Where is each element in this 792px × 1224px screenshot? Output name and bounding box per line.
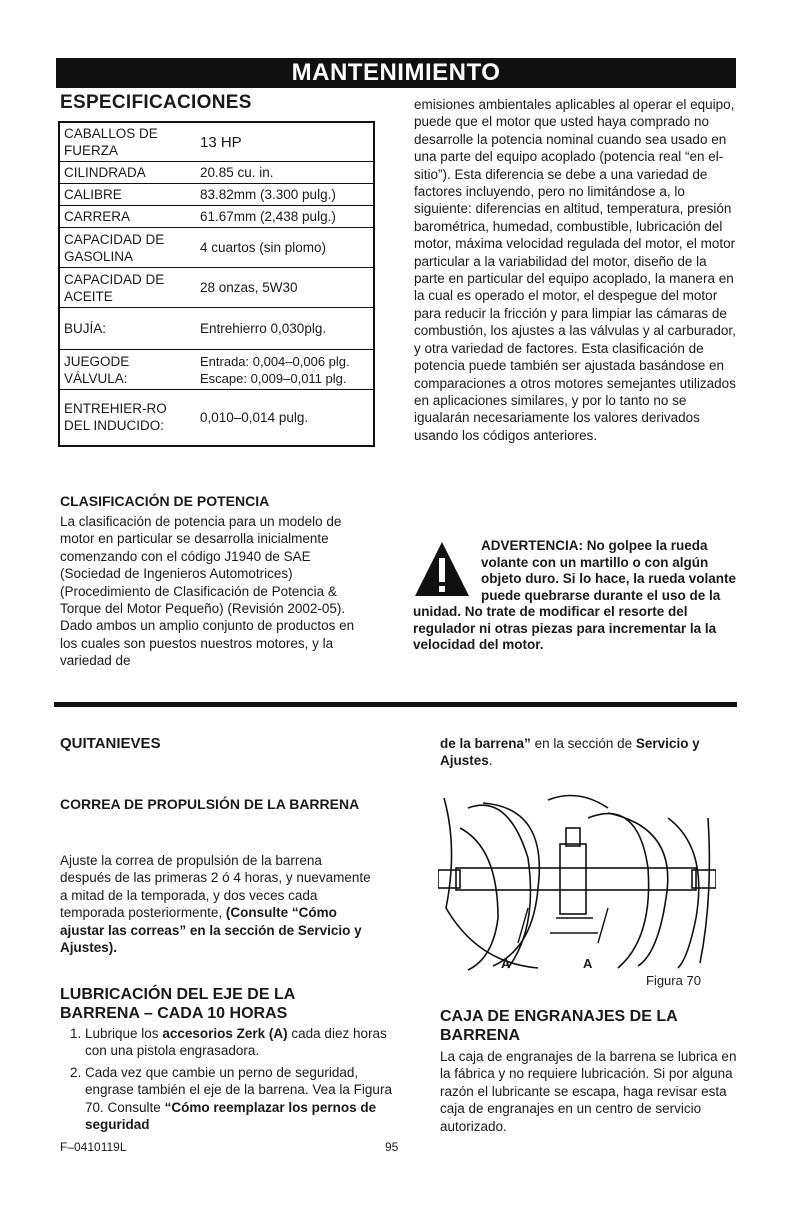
gear-heading: CAJA DE ENGRANAJES DE LA BARRENA [440,1008,678,1044]
section-divider [54,702,737,707]
list-item [85,1064,397,1134]
lube-steps [60,1025,397,1137]
step-text: Lubrique los [85,1026,159,1041]
figure-label-a: A [583,956,593,971]
spec-row [59,162,374,184]
spec-value: 0,010–0,014 pulg. [196,390,374,446]
cont-text: en la sección de [534,736,633,751]
spec-label: CALIBRE [59,184,196,206]
rating-text-right: emisiones ambientales aplicables al operar el equipo, puede que el motor que usted haya comprado no desarrolle la potencia nominal cuando sea usado en una parte del equipo acoplado (potencia real “en el-sitio”). Esta diferencia se debe a una variedad de factores incluyendo, pero no limitándose a, lo siguiente: diferencias en altitud, temperatura, presión barométrica, humedad, combustible, lubricación del motor, máxima velocidad regulada del motor, el motor particular a la variabilidad del motor, diseño de la parte en particular del equipo acoplado, la manera en la cual es operado el motor, el despegue del motor para reducir la fricción y para limpiar las cámaras de combustión, los ajustes a las válvulas y al carburador, y otra variedad de factores. Esta clasificación de potencia puede también ser ajustada basándose en comparaciones a otros motores semejantes utilizados en aplicaciones similares, y por lo tanto no se igualarán necesariamente los valores derivados usando los códigos anteriores. [414,97,736,443]
specs-heading: ESPECIFICACIONES [60,92,252,113]
spec-row [59,228,374,268]
rating-text-left: La clasificación de potencia para un modelo de motor en particular se desarrolla inicialmente comenzando con el código J1940 de SAE (Sociedad de Ingenieros Automotrices) (Procedimiento de Clasificación de Potencia & Torque del Motor Pequeño) (Revisión 2002-05). Dado ambos un amplio conjunto de productos en los cuales son puestos nuestros motores, y la variedad de [60,514,355,669]
belt-text-body: Ajuste la correa de propulsión de la barrena después de las primeras 2 ó 4 horas, y nuevamente a mitad de la temporada, y dos veces cada temporada posteriormente, [60,853,371,921]
lube-heading: LUBRICACIÓN DEL EJE DE LA BARRENA – CADA 10 HORAS [60,986,295,1022]
section-banner: MANTENIMIENTO [56,58,736,88]
belt-text-ref: (Consulte “Cómo ajustar las correas” en la sección de Servicio y Ajustes). [60,905,362,956]
step-text: Cada vez que cambie un perno de seguridad, engrase también el eje de la barrena. Vea la Figura 70. Consulte [85,1064,392,1115]
warning-text: ADVERTENCIA: No golpee la rueda volante con un martillo o con algún objeto duro. Si lo hace, la rueda volante puede quebrarse durante el uso de la unidad. No trate de modificar el resorte del regulador ni otras piezas para incrementar la la velocidad del motor. [413,538,737,652]
spec-row [59,308,374,350]
figure-caption: Figura 70 [646,973,701,988]
cont-bold: Servicio y Ajustes [440,736,700,769]
spec-row [59,206,374,228]
footer-code: F–0410119L [60,1140,127,1154]
spec-value: 13 HP [196,122,374,162]
auger-figure [438,788,716,976]
cont-bold: de la barrena” [440,736,531,751]
cont-text: . [488,753,493,769]
specs-table [58,121,375,447]
spec-label: BUJÍA: [59,308,196,350]
spec-row [59,122,374,162]
spec-value: Entrada: 0,004–0,006 plg. Escape: 0,009–0,011 plg. [196,350,374,390]
figure-label-a: A [501,956,511,971]
list-item [85,1025,397,1060]
spec-label: CILINDRADA [59,162,196,184]
spec-label: CABALLOS DE FUERZA [59,122,196,162]
spec-value: 28 onzas, 5W30 [196,268,374,308]
page-number: 95 [385,1140,399,1154]
spec-row [59,390,374,446]
warning-icon [413,540,471,598]
belt-text [60,852,372,956]
belt-heading: CORREA DE PROPULSIÓN DE LA BARRENA [60,796,360,812]
spec-value: Entrehierro 0,030plg. [196,308,374,350]
spec-value: 4 cuartos (sin plomo) [196,228,374,268]
warning-box [413,538,738,654]
spec-label: CAPACIDAD DE GASOLINA [59,228,196,268]
rating-heading: CLASIFICACIÓN DE POTENCIA [60,493,270,509]
spec-label: ENTREHIER-RO DEL INDUCIDO: [59,390,196,446]
step-bold: accesorios Zerk (A) [162,1026,288,1041]
spec-value: 61.67mm (2,438 pulg.) [196,206,374,228]
step-bold: “Cómo reemplazar los pernos de seguridad [85,1099,377,1133]
spec-label: CAPACIDAD DE ACEITE [59,268,196,308]
spec-row [59,268,374,308]
snow-heading: QUITANIEVES [60,735,161,752]
step-text: cada diez horas con una pistola engrasadora. [85,1026,387,1059]
gear-text: La caja de engranajes de la barrena se lubrica en la fábrica y no requiere lubricación. Si por alguna razón el lubricante se escapa, haga revisar esta caja de engranajes en un centro de servicio autorizado. [440,1049,737,1134]
spec-row [59,184,374,206]
spec-value: 20.85 cu. in. [196,162,374,184]
lube-continued [440,735,740,770]
spec-value: 83.82mm (3.300 pulg.) [196,184,374,206]
spec-row [59,350,374,390]
spec-label: JUEGODE VÁLVULA: [59,350,196,390]
spec-label: CARRERA [59,206,196,228]
